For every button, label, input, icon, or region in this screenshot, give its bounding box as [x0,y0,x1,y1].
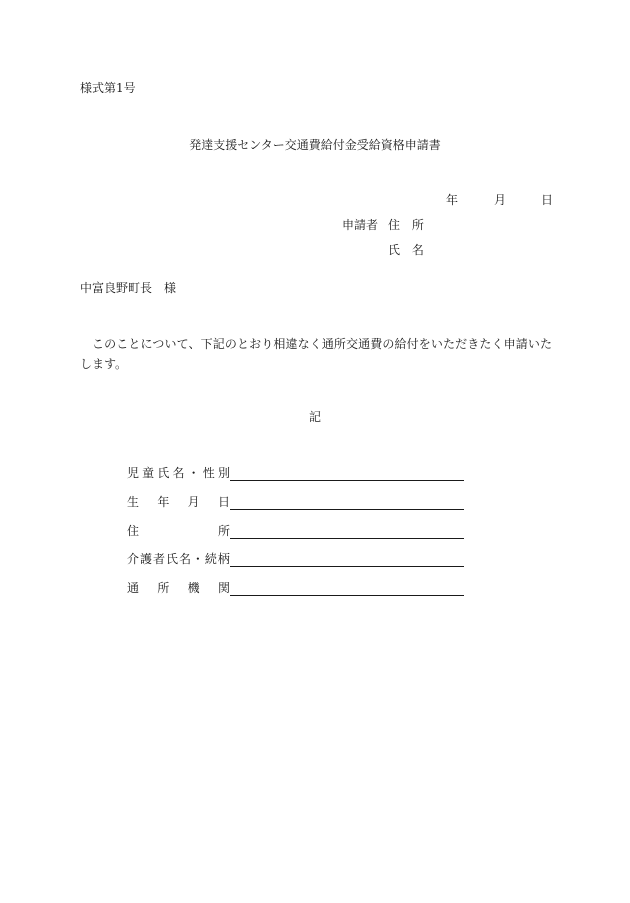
date-day-label: 日 [541,193,554,207]
label-char: 所 [217,524,230,538]
fill-in-line[interactable] [230,480,464,481]
label-char: 所 [157,581,170,595]
document-title: 発達支援センター交通費給付金受給資格申請書 [189,138,441,152]
applicant-address-label: 住 所 [388,218,428,232]
fill-in-line[interactable] [230,509,464,510]
label-char: 介 [127,552,140,566]
label-char: 別 [217,466,230,480]
label-char: 柄 [217,552,230,566]
fill-in-line[interactable] [230,538,464,539]
label-char: 生 [127,495,140,509]
label-char: 通 [127,581,140,595]
label-char: 続 [204,552,217,566]
fill-in-line[interactable] [230,566,464,567]
label-char: 児 [127,466,140,480]
field-label [127,496,230,508]
addressee: 中富良野町長 様 [80,281,177,295]
label-char: 護 [139,552,152,566]
date-year-label: 年 [446,193,459,207]
label-char: 性 [202,466,215,480]
field-label [127,582,230,594]
fill-in-line[interactable] [230,595,464,596]
label-char: 関 [217,581,230,595]
label-char: ・ [191,552,204,566]
form-number: 様式第1号 [80,81,136,95]
label-char: 名 [178,552,191,566]
body-text: このことについて、下記のとおり相違なく通所交通費の給付をいただきたく申請いたします。 [80,337,552,371]
label-char: 年 [157,495,170,509]
label-char: 童 [142,466,155,480]
label-char: 月 [187,495,200,509]
applicant-name-label: 氏 名 [388,243,428,257]
label-char: 氏 [157,466,170,480]
applicant-label: 申請者 [342,218,379,232]
field-label [127,553,230,565]
label-char: 者 [152,552,165,566]
field-label [127,525,230,537]
label-char: 機 [187,581,200,595]
label-char: 名 [172,466,185,480]
date-month-label: 月 [494,193,507,207]
label-char: 氏 [165,552,178,566]
ki-heading: 記 [308,410,321,424]
label-char: ・ [187,466,200,480]
label-char: 住 [127,524,140,538]
label-char: 日 [217,495,230,509]
field-label [127,467,230,479]
